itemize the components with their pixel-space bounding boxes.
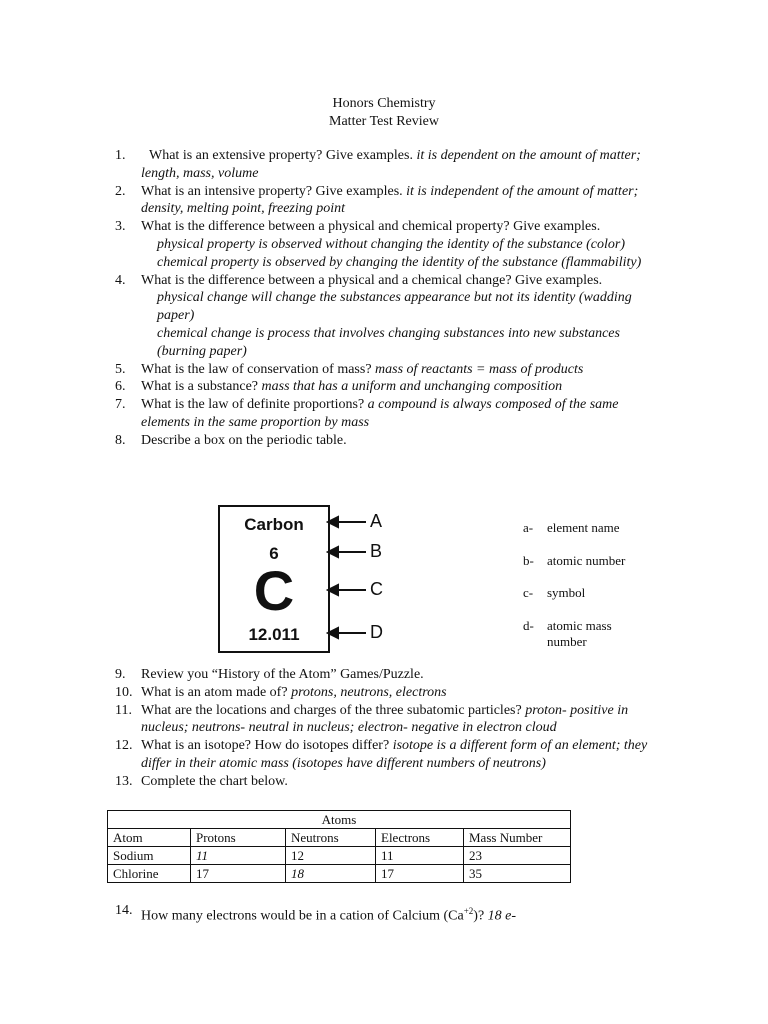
question-number: 2. — [115, 183, 126, 199]
question-number: 14. — [115, 903, 133, 918]
table-cell: 17 — [376, 865, 464, 883]
table-caption: Atoms — [108, 811, 571, 829]
table-cell: 17 — [191, 865, 286, 883]
arrow-head-icon — [328, 517, 338, 527]
table-cell: Chlorine — [108, 865, 191, 883]
question-number: 13. — [115, 773, 133, 789]
table-cell: 18 — [286, 865, 376, 883]
question-number: 3. — [115, 219, 126, 235]
table-cell: 35 — [464, 865, 571, 883]
atomic-mass: 12.011 — [248, 625, 300, 644]
key-item-b: b- atomic number — [523, 553, 626, 568]
course-title: Honors Chemistry — [332, 96, 436, 111]
atoms-table — [107, 810, 571, 883]
question-text: What is an isotope? How do isotopes differ? — [141, 738, 390, 754]
element-name: Carbon — [244, 515, 304, 534]
question-text: What is an intensive property? Give examples. — [141, 183, 403, 199]
question-number: 8. — [115, 432, 126, 448]
answer-text: mass of reactants = mass of products — [375, 361, 584, 377]
column-header: Protons — [191, 829, 286, 847]
label-c: C — [370, 579, 383, 599]
document-subtitle: Matter Test Review — [329, 114, 439, 129]
table-cell: 11 — [191, 847, 286, 865]
question-list-lower — [115, 666, 660, 791]
answer-text: physical change will change the substances appearance but not its identity (wadding paper) — [157, 290, 632, 324]
question-number: 7. — [115, 397, 126, 413]
arrow-head-icon — [328, 628, 338, 638]
table-row — [108, 847, 571, 865]
question-5 — [115, 361, 655, 379]
atomic-number: 6 — [269, 544, 279, 563]
element-symbol: C — [253, 559, 295, 622]
label-a: A — [370, 511, 383, 531]
question-text: Review you “History of the Atom” Games/Puzzle. — [141, 667, 424, 682]
question-10 — [115, 684, 660, 702]
answer-text: a compound is always composed of the same elements in the same proportion by mass — [141, 397, 619, 430]
question-text: How many electrons would be in a cation of Calcium (Ca — [141, 908, 464, 924]
question-2 — [115, 183, 655, 219]
question-12 — [115, 737, 660, 773]
question-list-upper — [115, 147, 655, 450]
question-text: What is the difference between a physical and chemical property? Give examples. — [141, 219, 601, 235]
periodic-table-box — [218, 505, 330, 653]
answer-text: protons, neutrons, electrons — [291, 684, 447, 700]
column-header: Atom — [108, 829, 191, 847]
label-arrows — [326, 505, 376, 649]
question-number: 6. — [115, 379, 126, 395]
question-14 — [115, 902, 686, 926]
question-number: 9. — [115, 667, 126, 682]
question-text: What is an atom made of? — [141, 684, 288, 700]
label-d: D — [370, 622, 383, 642]
question-text: Describe a box on the periodic table. — [141, 432, 347, 448]
key-item-d: d- atomic mass number — [523, 618, 612, 649]
answer-text: chemical property is observed by changing the identity of the substance (flammability) — [157, 254, 642, 270]
question-text: Complete the chart below. — [141, 773, 288, 789]
question-text: What are the locations and charges of the three subatomic particles? — [141, 702, 522, 718]
answer-text: isotope is a different form of an element; they differ in their atomic mass (isotopes have different numbers of neutrons) — [141, 738, 648, 771]
question-3 — [115, 218, 655, 271]
question-number: 5. — [115, 361, 126, 377]
table-row — [108, 865, 571, 883]
label-b: B — [370, 541, 383, 561]
question-text: What is the law of definite proportions? — [141, 397, 365, 413]
table-caption-row — [108, 811, 571, 829]
key-item-c: c- symbol — [523, 585, 586, 600]
question-text-end: )? — [473, 908, 485, 924]
question-4 — [115, 272, 655, 361]
question-6 — [115, 378, 655, 396]
question-9 — [115, 666, 660, 684]
question-text: What is the difference between a physical and a chemical change? Give examples. — [141, 272, 603, 288]
table-cell: 11 — [376, 847, 464, 865]
answer-text: it is dependent on the amount of matter; length, mass, volume — [141, 148, 641, 181]
question-text: What is the law of conservation of mass? — [141, 361, 372, 377]
arrow-head-icon — [328, 547, 338, 557]
question-text: What is a substance? — [141, 379, 259, 395]
charge-superscript: +2 — [463, 906, 474, 916]
question-number: 1. — [115, 148, 126, 163]
column-header: Mass Number — [464, 829, 571, 847]
question-text: What is an extensive property? Give examples. — [149, 148, 413, 163]
answer-text: it is independent of the amount of matter; density, melting point, freezing point — [141, 183, 639, 217]
question-number: 4. — [115, 272, 126, 288]
answer-text: chemical change is process that involves changing substances into new substances (burning paper) — [157, 325, 620, 359]
table-cell: Sodium — [108, 847, 191, 865]
arrow-head-icon — [328, 585, 338, 595]
question-7 — [115, 396, 655, 432]
question-number: 11. — [115, 702, 132, 718]
question-1 — [115, 147, 655, 183]
question-number: 12. — [115, 738, 133, 754]
question-13 — [115, 773, 660, 791]
answer-text: proton- positive in nucleus; neutrons- neutral in nucleus; electron- negative in electron cloud — [141, 702, 629, 736]
question-8 — [115, 432, 655, 450]
key-item-a: a- element name — [523, 520, 620, 535]
answer-text: physical property is observed without changing the identity of the substance (color) — [157, 236, 626, 252]
column-header: Electrons — [376, 829, 464, 847]
column-header: Neutrons — [286, 829, 376, 847]
question-number: 10. — [115, 684, 133, 700]
table-cell: 12 — [286, 847, 376, 865]
question-11 — [115, 702, 660, 738]
answer-text: mass that has a uniform and unchanging composition — [261, 379, 563, 395]
answer-text: 18 e- — [487, 908, 517, 924]
table-header-row — [108, 829, 571, 847]
table-cell: 23 — [464, 847, 571, 865]
